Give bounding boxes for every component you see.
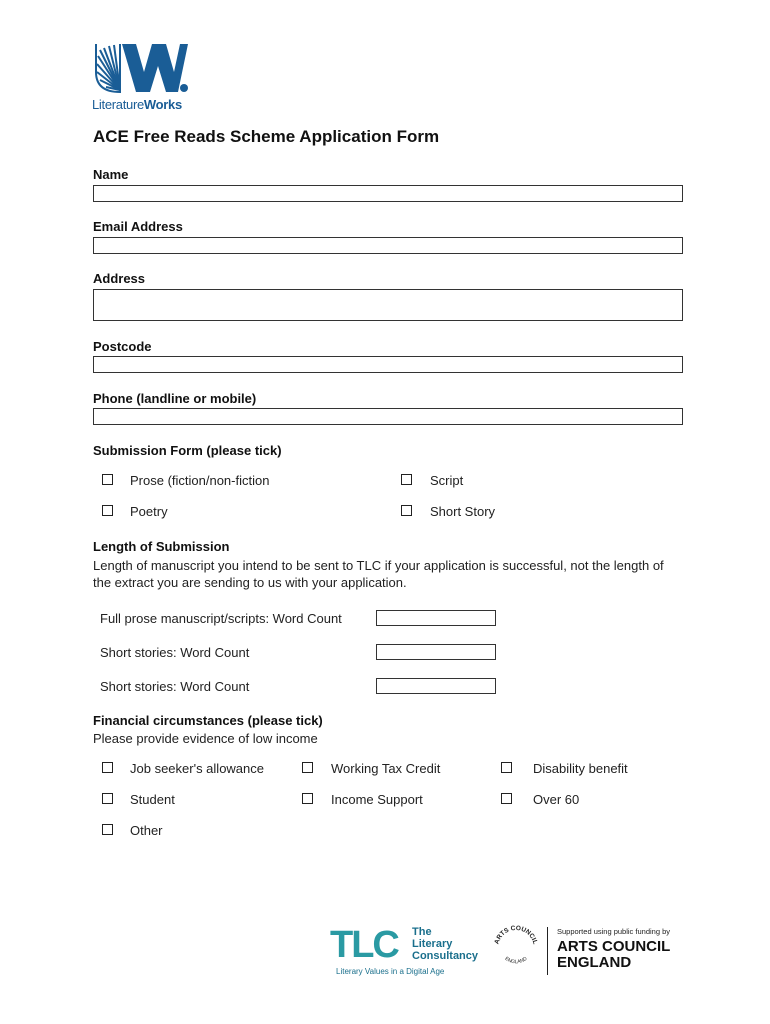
phone-input[interactable]: [93, 408, 683, 425]
short-stories-word-count-input-2[interactable]: [376, 678, 496, 694]
short-story-checkbox[interactable]: [401, 505, 412, 516]
over-60-label: Over 60: [533, 792, 580, 807]
income-support-label: Income Support: [331, 792, 423, 807]
short-stories-word-count-label: Short stories: Word Count: [100, 645, 250, 660]
student-label: Student: [130, 792, 175, 807]
over-60-checkbox[interactable]: [501, 793, 512, 804]
disability-benefit-checkbox[interactable]: [501, 762, 512, 773]
financial-subheading: Please provide evidence of low income: [93, 731, 318, 746]
short-story-option-label: Short Story: [430, 504, 496, 519]
address-input[interactable]: [93, 289, 683, 321]
postcode-input[interactable]: [93, 356, 683, 373]
income-support-checkbox[interactable]: [302, 793, 313, 804]
job-seekers-checkbox[interactable]: [102, 762, 113, 773]
email-label: Email Address: [93, 219, 183, 234]
svg-text:ENGLAND: ENGLAND: [503, 955, 529, 966]
submission-heading: Submission Form (please tick): [93, 443, 282, 458]
literatureworks-wordmark: LiteratureWorks: [92, 97, 182, 112]
working-tax-credit-label: Working Tax Credit: [331, 761, 441, 776]
financial-heading: Financial circumstances (please tick): [93, 713, 323, 728]
arts-council-seal-icon: [490, 920, 542, 972]
tlc-logo: TLC: [330, 924, 398, 966]
script-option-label: Script: [430, 473, 464, 488]
poetry-checkbox[interactable]: [102, 505, 113, 516]
job-seekers-label: Job seeker's allowance: [130, 761, 264, 776]
poetry-option-label: Poetry: [130, 504, 168, 519]
prose-checkbox[interactable]: [102, 474, 113, 485]
tlc-name: The Literary Consultancy: [412, 926, 479, 962]
other-checkbox[interactable]: [102, 824, 113, 835]
tlc-tagline: Literary Values in a Digital Age: [336, 967, 445, 976]
phone-label: Phone (landline or mobile): [93, 391, 257, 406]
working-tax-credit-checkbox[interactable]: [302, 762, 313, 773]
email-input[interactable]: [93, 237, 683, 254]
ace-wordmark: ARTS COUNCIL ENGLAND: [557, 938, 671, 971]
short-stories-word-count-input[interactable]: [376, 644, 496, 660]
length-heading: Length of Submission: [93, 539, 230, 554]
ace-support-text: Supported using public funding by: [557, 927, 670, 936]
full-prose-word-count-label: Full prose manuscript/scripts: Word Count: [100, 611, 342, 626]
form-title: ACE Free Reads Scheme Application Form: [93, 127, 440, 146]
name-label: Name: [93, 167, 129, 182]
length-description: Length of manuscript you intend to be sent to TLC if your application is successful, not the length of the extract you are sending to us with your application.: [93, 558, 664, 590]
name-input[interactable]: [93, 185, 683, 202]
prose-option-label: Prose (fiction/non-fiction: [130, 473, 270, 488]
other-label: Other: [130, 823, 163, 838]
short-stories-word-count-label-2: Short stories: Word Count: [100, 679, 250, 694]
postcode-label: Postcode: [93, 339, 152, 354]
footer-divider: [547, 927, 548, 975]
svg-text:ARTS COUNCIL: ARTS COUNCIL: [493, 924, 539, 946]
address-label: Address: [93, 271, 146, 286]
student-checkbox[interactable]: [102, 793, 113, 804]
script-checkbox[interactable]: [401, 474, 412, 485]
full-prose-word-count-input[interactable]: [376, 610, 496, 626]
disability-benefit-label: Disability benefit: [533, 761, 628, 776]
